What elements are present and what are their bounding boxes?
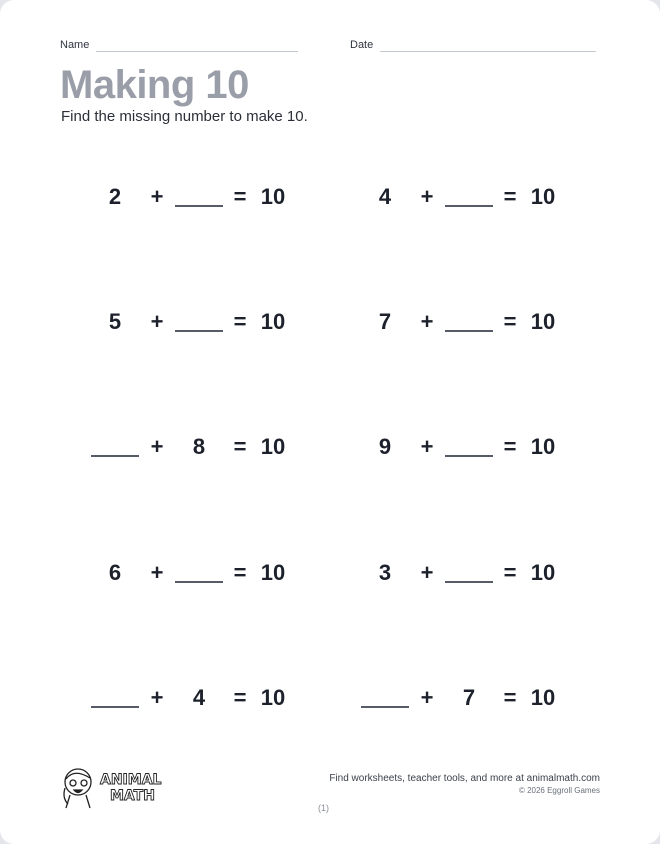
plus-sign: + (420, 184, 434, 209)
equals-sign: = (233, 685, 247, 710)
equals-sign: = (233, 184, 247, 209)
addend-b: 7 (462, 685, 476, 710)
instructions: Find the missing number to make 10. (61, 108, 308, 125)
date-line[interactable] (380, 51, 596, 52)
copyright: © 2026 Eggroll Games (518, 786, 600, 795)
equals-sign: = (233, 434, 247, 459)
plus-sign: + (150, 434, 164, 459)
answer-blank[interactable] (361, 706, 409, 708)
addend-a: 6 (108, 560, 122, 585)
plus-sign: + (150, 685, 164, 710)
answer-blank[interactable] (445, 581, 493, 583)
answer-blank[interactable] (445, 205, 493, 207)
problem-3 (90, 307, 300, 337)
answer-blank[interactable] (175, 205, 223, 207)
footer-text (329, 772, 600, 796)
date-label: Date (350, 39, 374, 51)
addend-a: 9 (378, 434, 392, 459)
problem-4 (360, 307, 570, 337)
animal-math-logo (60, 764, 170, 815)
footer-tagline: Find worksheets, teacher tools, and more at animalmath.com (329, 773, 600, 784)
sum-value: 10 (260, 685, 286, 710)
plus-sign: + (420, 685, 434, 710)
sum-value: 10 (260, 560, 286, 585)
sum-value: 10 (260, 184, 286, 209)
name-line[interactable] (96, 51, 298, 52)
answer-blank[interactable] (175, 330, 223, 332)
answer-blank[interactable] (175, 581, 223, 583)
addend-b: 4 (192, 685, 206, 710)
name-field (60, 39, 298, 52)
name-label: Name (60, 39, 90, 51)
problem-8 (360, 558, 570, 588)
date-field (350, 39, 596, 52)
plus-sign: + (150, 560, 164, 585)
plus-sign: + (420, 560, 434, 585)
answer-blank[interactable] (91, 455, 139, 457)
problem-5 (90, 432, 300, 462)
equals-sign: = (503, 184, 517, 209)
equals-sign: = (233, 560, 247, 585)
answer-blank[interactable] (445, 330, 493, 332)
problem-6 (360, 432, 570, 462)
equals-sign: = (503, 434, 517, 459)
svg-text:ANIMAL: ANIMAL (100, 772, 162, 788)
addend-a: 2 (108, 184, 122, 209)
equals-sign: = (503, 685, 517, 710)
page-number: (1) (318, 803, 329, 813)
sum-value: 10 (260, 434, 286, 459)
addend-b: 8 (192, 434, 206, 459)
addend-a: 4 (378, 184, 392, 209)
sum-value: 10 (530, 560, 556, 585)
sum-value: 10 (530, 434, 556, 459)
addend-a: 7 (378, 309, 392, 334)
answer-blank[interactable] (91, 706, 139, 708)
sum-value: 10 (530, 685, 556, 710)
answer-blank[interactable] (445, 455, 493, 457)
sum-value: 10 (260, 309, 286, 334)
plus-sign: + (420, 309, 434, 334)
problem-2 (360, 182, 570, 212)
equals-sign: = (503, 560, 517, 585)
plus-sign: + (150, 184, 164, 209)
page-title: Making 10 (60, 63, 249, 107)
addend-a: 3 (378, 560, 392, 585)
sum-value: 10 (530, 309, 556, 334)
problem-7 (90, 558, 300, 588)
equals-sign: = (233, 309, 247, 334)
plus-sign: + (420, 434, 434, 459)
problem-1 (90, 182, 300, 212)
mascot-icon (60, 764, 170, 810)
sum-value: 10 (530, 184, 556, 209)
plus-sign: + (150, 309, 164, 334)
problem-9 (90, 683, 300, 713)
addend-a: 5 (108, 309, 122, 334)
equals-sign: = (503, 309, 517, 334)
problem-10 (360, 683, 570, 713)
svg-text:MATH: MATH (110, 788, 155, 804)
